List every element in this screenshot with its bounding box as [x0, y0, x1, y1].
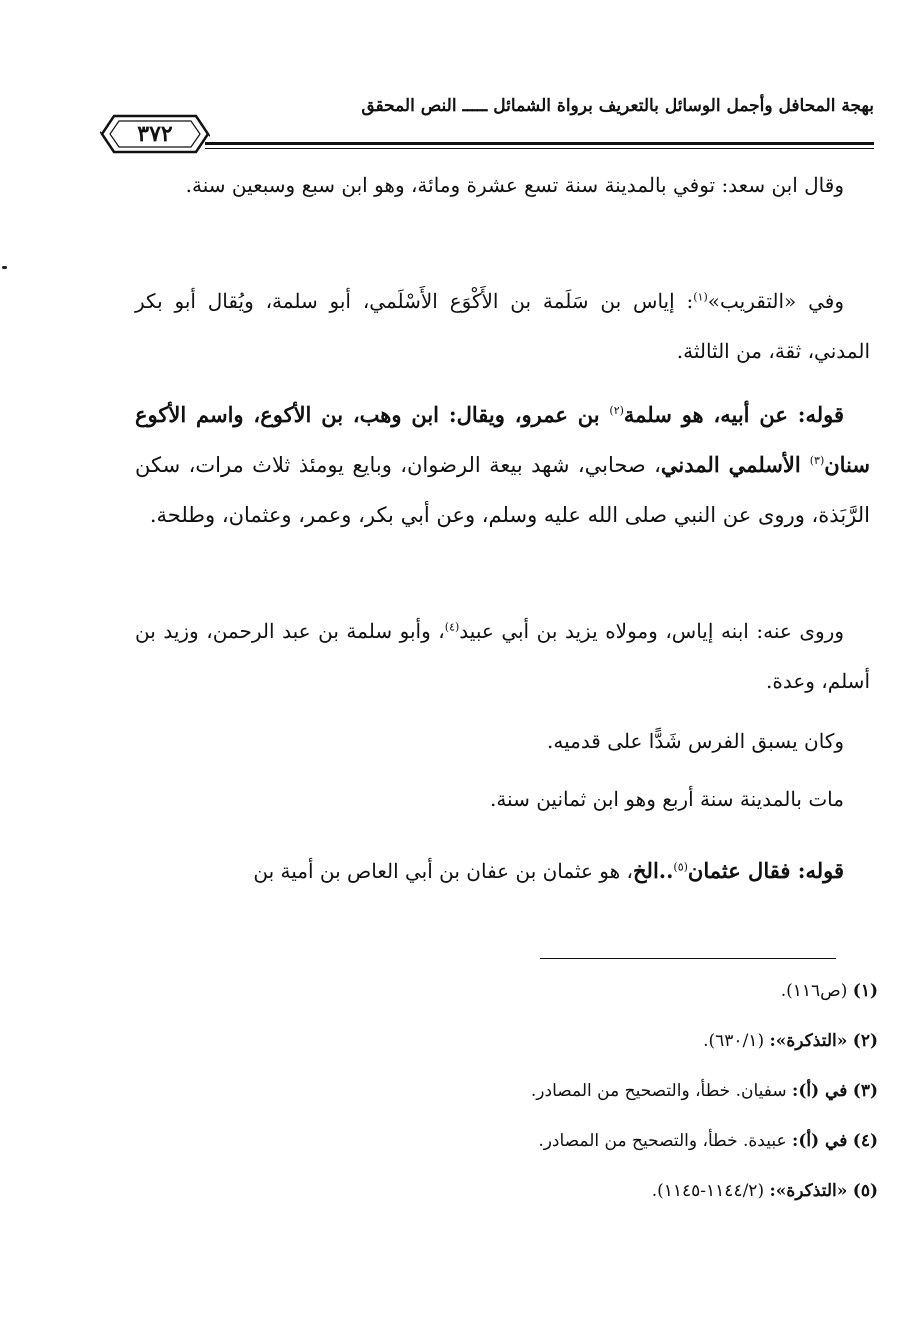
footnote-source: «التذكرة»:	[769, 1181, 848, 1201]
paragraph-uthman	[135, 846, 870, 896]
footnote-4	[118, 1116, 878, 1166]
footnote-ref-3: (٣)	[809, 454, 825, 467]
footnote-5	[118, 1166, 878, 1216]
lemma-bold-3: الأسلمي المدني	[660, 452, 810, 477]
footnote-text: (١١٤٤/٢-١١٤٥).	[651, 1181, 770, 1201]
paragraph-text: ، هو عثمان بن عفان بن أبي العاص بن أمية بن	[253, 859, 633, 883]
paragraph-text: وكان يسبق الفرس شَدًّا على قدميه.	[546, 729, 844, 753]
lemma-bold-1: قوله: فقال عثمان	[687, 858, 844, 883]
footnote-number: (٢)	[852, 1031, 878, 1051]
footnote-separator	[540, 958, 836, 959]
running-header-title: بهجة المحافل وأجمل الوسائل بالتعريف برواة الشمائل ـــــ النص المحقق	[361, 96, 874, 116]
footnote-ref-2: (٢)	[609, 404, 624, 417]
footnote-number: (٥)	[852, 1181, 878, 1201]
footnote-3	[118, 1066, 878, 1116]
footnote-ref-4: (٤)	[444, 620, 460, 634]
paragraph-death	[135, 774, 870, 824]
paragraph-death-date	[135, 160, 870, 210]
lemma-bold-1: قوله: عن أبيه، هو سلمة	[623, 402, 844, 427]
scan-speck	[2, 266, 7, 269]
paragraph-text: وقال ابن سعد: توفي بالمدينة سنة تسع عشرة ومائة، وهو ابن سبع وسبعين سنة.	[185, 173, 844, 197]
footnote-number: (٤)	[852, 1131, 878, 1151]
lemma-bold-2: ..الخ	[632, 858, 674, 883]
footnote-ref-1: (١)	[693, 290, 708, 304]
footnote-text: (٦٣٠/١).	[703, 1031, 770, 1051]
footnote-ref-5: (٥)	[673, 860, 688, 874]
footnote-2	[118, 1016, 878, 1066]
header-rule-thin	[205, 148, 874, 149]
paragraph-taqrib	[135, 276, 870, 376]
lemma-bold-2: بن عمرو، ويقال: ابن وهب، بن الأكوع، واسم الأكوع سنان	[135, 402, 870, 477]
header-rule-thick	[205, 142, 874, 145]
footnote-source: في (أ):	[792, 1081, 848, 1101]
page-number-badge	[100, 112, 210, 156]
paragraph-text: ، صحابي، شهد بيعة الرضوان، وبايع يومئذ ثلاث مرات، سكن الرَّبَذة، وروى عن النبي صلى الله عليه وسلم، وعن أبي بكر، وعمر، وعثمان، وطلحة.	[135, 453, 870, 527]
footnote-number: (٣)	[852, 1081, 878, 1101]
paragraph-text-start: وروى عنه: ابنه إياس، ومولاه يزيد بن أبي عبيد	[459, 619, 844, 643]
footnote-number: (١)	[852, 981, 878, 1001]
paragraph-running	[135, 716, 870, 766]
paragraph-text-end: : إياس بن سَلَمة بن الأَكْوَع الأَسْلَمي، أبو سلمة، ويُقال أبو بكر المدني، ثقة، من الثالثة.	[135, 289, 870, 363]
footnote-source: «التذكرة»:	[769, 1031, 848, 1051]
footnote-source: في (أ):	[792, 1131, 848, 1151]
paragraph-text: مات بالمدينة سنة أربع وهو ابن ثمانين سنة.	[489, 787, 844, 811]
paragraph-text-start: وفي «التقريب»	[707, 289, 845, 313]
page-number: ٣٧٢	[137, 121, 173, 147]
paragraph-salama	[135, 390, 870, 540]
footnotes	[118, 966, 878, 1216]
footnote-text: سفيان. خطأ، والتصحيح من المصادر.	[530, 1081, 793, 1101]
paragraph-text-end: ، وأبو سلمة بن عبد الرحمن، وزيد بن أسلم، وعدة.	[135, 619, 870, 693]
footnote-text: عبيدة. خطأ، والتصحيح من المصادر.	[538, 1131, 793, 1151]
footnote-1	[118, 966, 878, 1016]
footnote-text: (ص١١٦).	[780, 981, 848, 1001]
paragraph-narrators	[135, 606, 870, 706]
